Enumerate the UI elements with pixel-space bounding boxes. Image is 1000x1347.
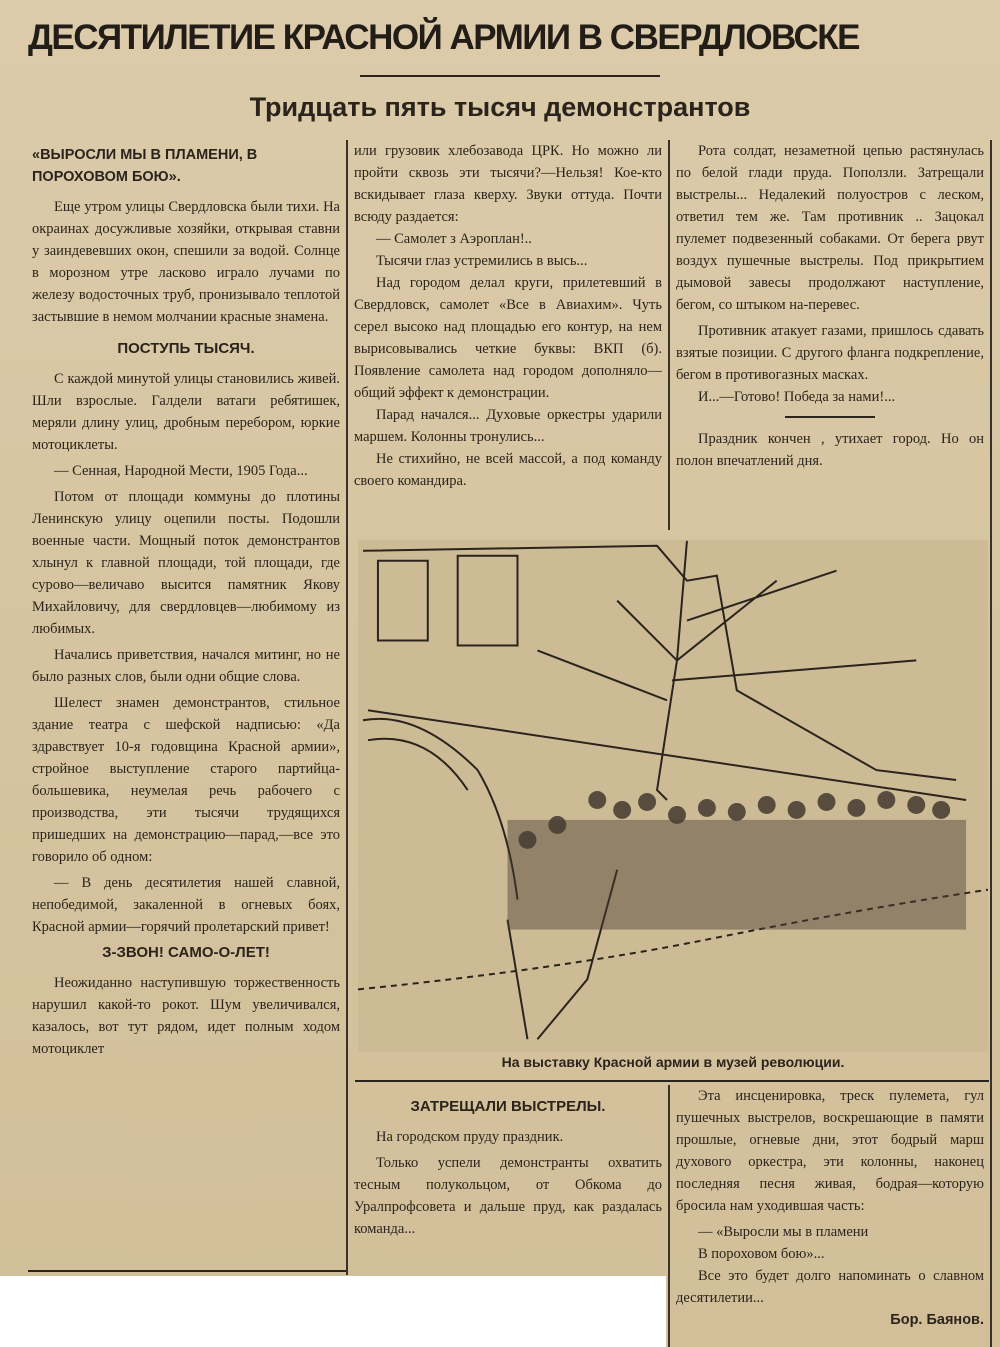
- paragraph: — «Выросли мы в пламени: [698, 1224, 869, 1240]
- headline-rule: [360, 75, 660, 77]
- paragraph: Начались приветствия, начался митинг, но не было разных слов, были одни общие слова.: [32, 647, 340, 685]
- column-divider: [668, 140, 670, 530]
- paragraph: Неожиданно наступившую торжественность нарушил какой-то рокот. Шум увеличивался, казалось, вот тут рядом, идет полным ходом мотоциклет: [32, 975, 340, 1057]
- column-5: [676, 1085, 984, 1331]
- column-2: [354, 140, 662, 492]
- section-heading: З-ЗВОН! САМО-О-ЛЕТ!: [102, 944, 270, 961]
- author-signature: Бор. Баянов.: [890, 1312, 984, 1328]
- column-divider: [668, 1085, 670, 1347]
- paragraph: Эта инсценировка, треск пулемета, гул пушечных выстрелов, воскрешающие в памяти прошлые, огневые дни, этот бодрый марш духового оркестра, эти колонны, наконец последняя песня живая, бодрая—которую бросила нам уходившая часть:: [676, 1088, 984, 1214]
- paragraph: Еще утром улицы Свердловска были тихи. На окраинах досужливые хозяйки, открывая ставни у заиндевевших окон, спешили за водой. Солнце в морозном утре ласково играло лучами по железу водосточных труб, пронизывало теплотой застывшие в немом молчании красные знамена.: [32, 199, 340, 325]
- paragraph: — Самолет з Аэроплан!..: [376, 231, 532, 247]
- paragraph: Потом от площади коммуны до плотины Ленинскую улицу оцепили посты. Подошли военные части. Мощный поток демонстрантов хлынул к главной площади, той площади, где сурово—величаво высится памятник Якову Михайловичу, для свердловцев—любимому из любимых.: [32, 489, 340, 637]
- column-divider: [990, 140, 992, 1347]
- section-rule: [355, 1080, 989, 1082]
- paragraph: Рота солдат, незаметной цепью растянулась по белой глади пруда. Поползли. Затрещали выстрелы... Недалекий полуостров с леском, ответил тем же. Там противник .. Зацокал пулемет подвезенный собаками. От берега рвут воздух пушечные выстрелы. Под прикрытием дымовой завесы продолжают наступление, бегом, со штыком на-перевес.: [676, 143, 984, 313]
- paragraph: Все это будет долго напоминать о славном десятилетии...: [676, 1268, 984, 1306]
- blank-area: [0, 1276, 666, 1347]
- column-divider: [346, 140, 348, 1275]
- crowd-sketch: [358, 540, 988, 1052]
- paragraph: — В день десятилетия нашей славной, непобедимой, закаленной в огневых боях, Красной армии—горячий пролетарский привет!: [32, 875, 340, 935]
- paragraph: С каждой минутой улицы становились живей. Шли взрослые. Галдели ватаги ребятишек, меряли длину улиц, дробным перебором, юркие мотоциклеты.: [32, 371, 340, 453]
- paragraph: Не стихийно, не всей массой, а под команду своего командира.: [354, 451, 662, 489]
- paragraph: На городском пруду праздник.: [376, 1129, 564, 1145]
- paragraph: Только успели демонстранты охватить тесным полукольцом, от Обкома до Уралпрофсовета и дальше пруд, как раздалась команда...: [354, 1155, 662, 1237]
- paragraph: Праздник кончен , утихает город. Но он полон впечатлений дня.: [676, 430, 984, 469]
- paragraph: Парад начался... Духовые оркестры ударили маршем. Колонны тронулись...: [354, 407, 662, 445]
- column-3: [676, 140, 984, 472]
- section-heading: ПОСТУПЬ ТЫСЯЧ.: [117, 340, 255, 357]
- section-heading: «ВЫРОСЛИ МЫ В ПЛАМЕНИ, В ПОРОХОВОМ БОЮ».: [32, 147, 258, 185]
- column-1: [32, 140, 340, 1060]
- paragraph: — Сенная, Народной Мести, 1905 Года...: [54, 463, 308, 479]
- paragraph: И...—Готово! Победа за нами!...: [698, 389, 896, 405]
- paragraph: Шелест знамен демонстрантов, стильное здание театра с шефской надписью: «Да здравствует 10-я годовщина Красной армии», стройное выступление старого партийца-большевика, неумелая речь рабочего с производства, эти тысячи трудящихся пришедших на демонстрацию—парад,—все это говорило об одном:: [32, 695, 340, 865]
- column-4: [354, 1092, 662, 1240]
- paragraph: или грузовик хлебозавода ЦРК. Но можно ли пройти сквозь эти тысячи?—Нельзя! Кое-кто вскидывает глаза кверху. Звуки оттуда. Почти всюду раздается:: [354, 143, 662, 225]
- divider: [785, 416, 875, 418]
- subheadline: Тридцать пять тысяч демонстрантов: [249, 92, 751, 122]
- paragraph: Тысячи глаз устремились в высь...: [376, 253, 588, 269]
- bottom-rule: [28, 1270, 346, 1272]
- paragraph: Противник атакует газами, пришлось сдавать взятые позиции. С другого фланга подкрепление, бегом в противогазных масках.: [676, 323, 984, 383]
- illustration-caption: На выставку Красной армии в музей революции.: [501, 1054, 845, 1070]
- headline: ДЕСЯТИЛЕТИЕ КРАСНОЙ АРМИИ В СВЕРДЛОВСКЕ: [28, 18, 859, 57]
- illustration-crowd-drawing: [358, 540, 988, 1052]
- paragraph: В пороховом бою»...: [698, 1246, 825, 1262]
- paragraph: Над городом делал круги, прилетевший в Свердловск, самолет «Все в Авиахим». Чуть серел высоко над площадью его контур, на нем вырисовывались четкие буквы: ВКП (б). Появление самолета над городом дополняло—общий эффект к демонстрации.: [354, 275, 662, 401]
- section-heading: ЗАТРЕЩАЛИ ВЫСТРЕЛЫ.: [410, 1098, 606, 1115]
